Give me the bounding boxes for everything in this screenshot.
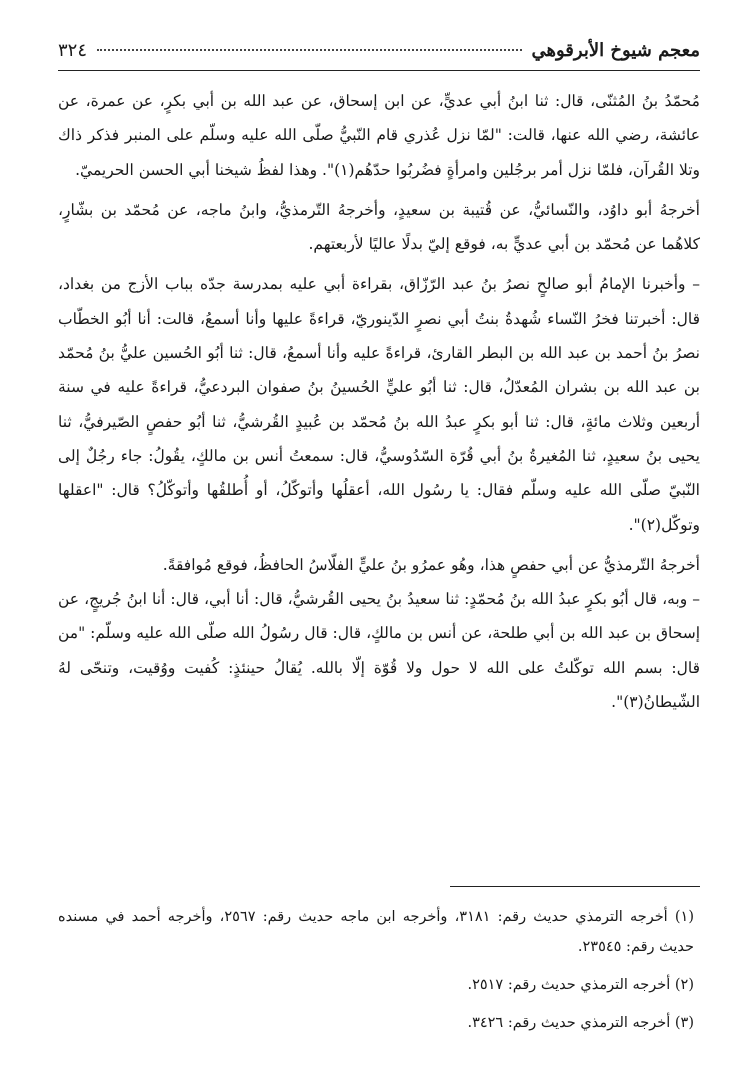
footnote-2: (٢) أخرجه الترمذي حديث رقم: ٢٥١٧. xyxy=(467,977,694,993)
header-dotted-leader xyxy=(97,49,521,51)
paragraph-hadith-2: – وأخبرنا الإمامُ أبو صالحٍ نصرُ بنُ عبد الرّزّاق، بقراءة أبي عليه بمدرسة جدّه بباب الأزج من بغداد، قال: أخبرتنا فخرُ النّساء شُهدةُ بنتُ أبي نصرٍ الدّينوريّ، قراءةً عليها وأنا أسمعُ، قالت: أنا أبُو الخطّاب نصرُ بنُ أحمد بن عبد الله بن البطر القارئ، قراءةً عليه وأنا أسمعُ، قال: ثنا أبُو الحُسين عليُّ بنُ مُحمّد بن عبد الله بن بشران المُعدّلُ، قال: ثنا أبُو عليٍّ الحُسينُ بنُ صفوان البردعيُّ، قراءةً عليه في سنة أربعين وثلاث مائةٍ، قال: ثنا أبو بكرٍ عبدُ الله بنُ مُحمّد بن عُبيدٍ القُرشيُّ، ثنا أبُو حفصٍ الصّيرفيُّ، ثنا يحيى بنُ سعيدٍ، ثنا المُغيرةُ بنُ أبي قُرّة السّدُوسيُّ، قال: سمعتُ أنس بن مالكٍ، يقُولُ: جاء رجُلٌ إلى النّبيّ صلّى الله عليه وسلّم فقال: يا رسُول الله، أعقلُها وأتوكّلُ، أو أُطلقُها وأتوكّلُ؟ قال: "اعقلها وتوكّل(٢)". xyxy=(58,275,700,534)
footnote-3: (٣) أخرجه الترمذي حديث رقم: ٣٤٢٦. xyxy=(467,1015,694,1031)
footnote-separator xyxy=(450,886,700,887)
paragraph-takhrij-1: أخرجهُ أبو داوُد، والنّسائيُّ، عن قُتيبة بن سعيدٍ، وأخرجهُ التّرمذيُّ، وابنُ ماجه، عن مُحمّد بن بشّارٍ، كلاهُما عن مُحمّد بن أبي عديٍّ به، فوقع إليّ بدلًا عاليًا لأربعتهم. xyxy=(58,200,700,254)
paragraph-hadith-1: مُحمّدُ بنُ المُثنّى، قال: ثنا ابنُ أبي عديٍّ، عن ابن إسحاق، عن عبد الله بن أبي بكرٍ، عن عمرة، عن عائشة، رضي الله عنها، قالت: "لمّا نزل عُذري قام النّبيُّ صلّى الله عليه وسلّم على المنبر فذكر ذاك وتلا القُرآن، فلمّا نزل أمر برجُلين وامرأةٍ فضُربُوا حدّهُم(١)". وهذا لفظُ شيخنا أبي الحسن الحريميّ. xyxy=(58,92,700,179)
footnote-1: (١) أخرجه الترمذي حديث رقم: ٣١٨١، وأخرجه ابن ماجه حديث رقم: ٢٥٦٧، وأخرجه أحمد في مسنده حديث رقم: ٢٣٥٤٥. xyxy=(58,909,694,955)
page-number: ٣٢٤ xyxy=(58,39,88,61)
main-text xyxy=(58,84,700,719)
running-header xyxy=(58,30,700,71)
running-header-title: معجم شيوخ الأبرقوهي xyxy=(531,39,700,61)
paragraph-takhrij-2: أخرجهُ التّرمذيُّ عن أبي حفصٍ هذا، وهُو عمرُو بنُ عليٍّ الفلّاسُ الحافظُ، فوقع مُوافقةً. xyxy=(162,555,700,574)
paragraph-hadith-3: – وبه، قال أبُو بكرٍ عبدُ الله بنُ مُحمّدٍ: ثنا سعيدُ بنُ يحيى القُرشيُّ، قال: أنا أبي، قال: أنا ابنُ جُريجٍ، عن إسحاق بن عبد الله بن أبي طلحة، عن أنس بن مالكٍ، قال: قال رسُولُ الله صلّى الله عليه وسلّم: "من قال: بسم الله توكّلتُ على الله لا حول ولا قُوّة إلّا بالله. يُقالُ حينئذٍ: كُفيت ووُقيت، وتنحّى لهُ الشّيطانُ(٣)". xyxy=(58,590,700,712)
footnotes xyxy=(58,902,694,1046)
